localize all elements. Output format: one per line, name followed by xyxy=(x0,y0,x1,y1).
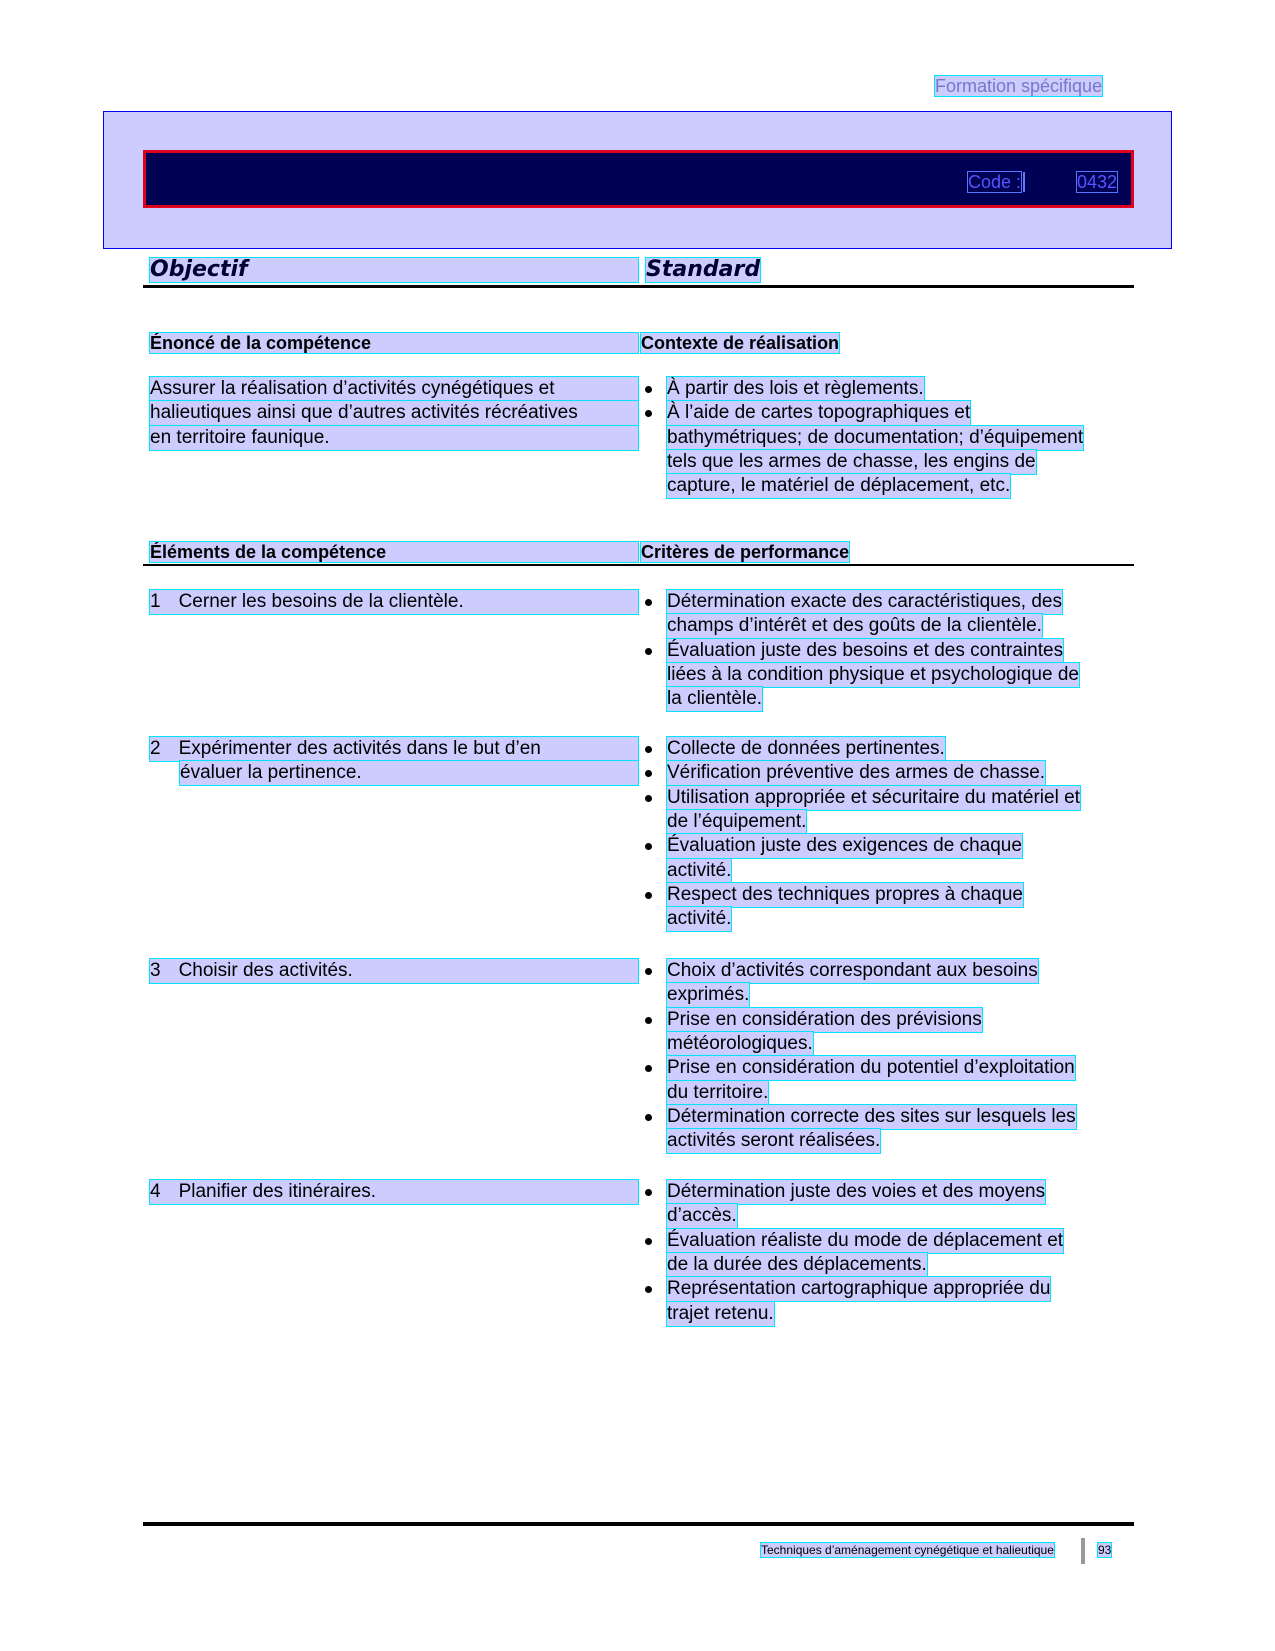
criterion-line: de la durée des déplacements. xyxy=(667,1253,927,1275)
enonce-line: halieutiques ainsi que d’autres activités récréatives xyxy=(150,401,638,425)
element-row xyxy=(150,959,638,983)
elements-rule xyxy=(143,564,1134,566)
footer-rule xyxy=(143,1522,1134,1526)
element-number: 3 xyxy=(150,960,161,981)
criterion-line: liées à la condition physique et psychologique de xyxy=(667,663,1079,685)
element-text-continued: évaluer la pertinence. xyxy=(180,761,638,785)
elements-heading: Éléments de la compétence xyxy=(150,542,638,562)
element-text: Cerner les besoins de la clientèle. xyxy=(178,591,464,612)
criterion-line: du territoire. xyxy=(667,1081,769,1103)
criterion-line: activité. xyxy=(667,908,732,930)
bullet-icon xyxy=(645,410,652,417)
criterion-line: Respect des techniques propres à chaque xyxy=(667,883,1023,905)
criterion-line: Évaluation réaliste du mode de déplacement et xyxy=(667,1229,1064,1251)
criterion-line: Prise en considération des prévisions xyxy=(667,1008,982,1030)
criterion-line: de l’équipement. xyxy=(667,810,807,832)
footer-separator xyxy=(1081,1538,1085,1564)
element-text: Expérimenter des activités dans le but d’en xyxy=(178,738,541,759)
page-number: 93 xyxy=(1098,1543,1112,1557)
enonce-line: en territoire faunique. xyxy=(150,426,638,450)
element-text: Planifier des itinéraires. xyxy=(178,1181,377,1202)
criterion-line: Utilisation appropriée et sécuritaire du matériel et xyxy=(667,786,1080,808)
element-number: 2 xyxy=(150,738,161,759)
bullet-icon xyxy=(645,968,652,975)
element-text: Choisir des activités. xyxy=(178,960,353,981)
criterion-line: Choix d’activités correspondant aux besoins xyxy=(667,960,1038,981)
code-separator xyxy=(1023,172,1025,192)
criterion-line: Évaluation juste des exigences de chaque xyxy=(667,835,1022,857)
bullet-icon xyxy=(645,386,652,393)
criterion-line: Détermination correcte des sites sur lesquels les xyxy=(667,1105,1076,1127)
criterion-line: Prise en considération du potentiel d’exploitation xyxy=(667,1057,1075,1079)
criterion-line: bathymétriques; de documentation; d’équipement xyxy=(667,426,1084,448)
criterion-line: activité. xyxy=(667,859,732,881)
element-row xyxy=(150,590,638,614)
bullet-icon xyxy=(645,599,652,606)
criterion-line: tels que les armes de chasse, les engins de xyxy=(667,450,1036,472)
enonce-heading: Énoncé de la compétence xyxy=(150,333,638,353)
objectif-heading: Objectif xyxy=(150,258,638,282)
criterion-line: exprimés. xyxy=(667,984,750,1006)
code-label: Code : xyxy=(968,172,1022,192)
element-row xyxy=(150,737,638,761)
criterion-line: Vérification préventive des armes de chasse. xyxy=(667,762,1046,784)
criterion-line: À l’aide de cartes topographiques et xyxy=(667,402,971,424)
program-type-label: Formation spécifique xyxy=(935,76,1103,96)
bullet-icon xyxy=(645,843,652,850)
bullet-icon xyxy=(645,892,652,899)
criterion-line: Détermination juste des voies et des moyens xyxy=(667,1181,1046,1202)
criterion-line: Représentation cartographique appropriée du xyxy=(667,1278,1051,1300)
heading-rule xyxy=(143,285,1134,288)
bullet-icon xyxy=(645,770,652,777)
bullet-icon xyxy=(645,1238,652,1245)
bullet-icon xyxy=(645,1286,652,1293)
code-value: 0432 xyxy=(1077,172,1118,192)
criterion-line: À partir des lois et règlements. xyxy=(667,378,924,399)
bullet-icon xyxy=(645,648,652,655)
criterion-line: capture, le matériel de déplacement, etc. xyxy=(667,475,1011,497)
criterion-line: Collecte de données pertinentes. xyxy=(667,738,945,759)
element-number: 1 xyxy=(150,591,161,612)
bullet-icon xyxy=(645,1017,652,1024)
standard-heading: Standard xyxy=(646,257,761,282)
criterion-line: météorologiques. xyxy=(667,1032,813,1054)
criterion-line: activités seront réalisées. xyxy=(667,1130,881,1152)
element-number: 4 xyxy=(150,1181,161,1202)
criterion-line: trajet retenu. xyxy=(667,1302,774,1324)
contexte-heading: Contexte de réalisation xyxy=(641,333,840,353)
criterion-line: Détermination exacte des caractéristiques, des xyxy=(667,591,1062,612)
criterion-line: d’accès. xyxy=(667,1205,737,1227)
bullet-icon xyxy=(645,795,652,802)
bullet-icon xyxy=(645,1114,652,1121)
criterion-line: champs d’intérêt et des goûts de la clientèle. xyxy=(667,615,1042,637)
enonce-line: Assurer la réalisation d’activités cynégétiques et xyxy=(150,377,638,401)
criterion-line: Évaluation juste des besoins et des contraintes xyxy=(667,639,1064,661)
element-row xyxy=(150,1180,638,1204)
bullet-icon xyxy=(645,1065,652,1072)
footer-program-name: Techniques d’aménagement cynégétique et halieutique xyxy=(761,1543,1054,1557)
bullet-icon xyxy=(645,746,652,753)
criteres-heading: Critères de performance xyxy=(641,542,850,562)
criterion-line: la clientèle. xyxy=(667,688,763,710)
bullet-icon xyxy=(645,1189,652,1196)
